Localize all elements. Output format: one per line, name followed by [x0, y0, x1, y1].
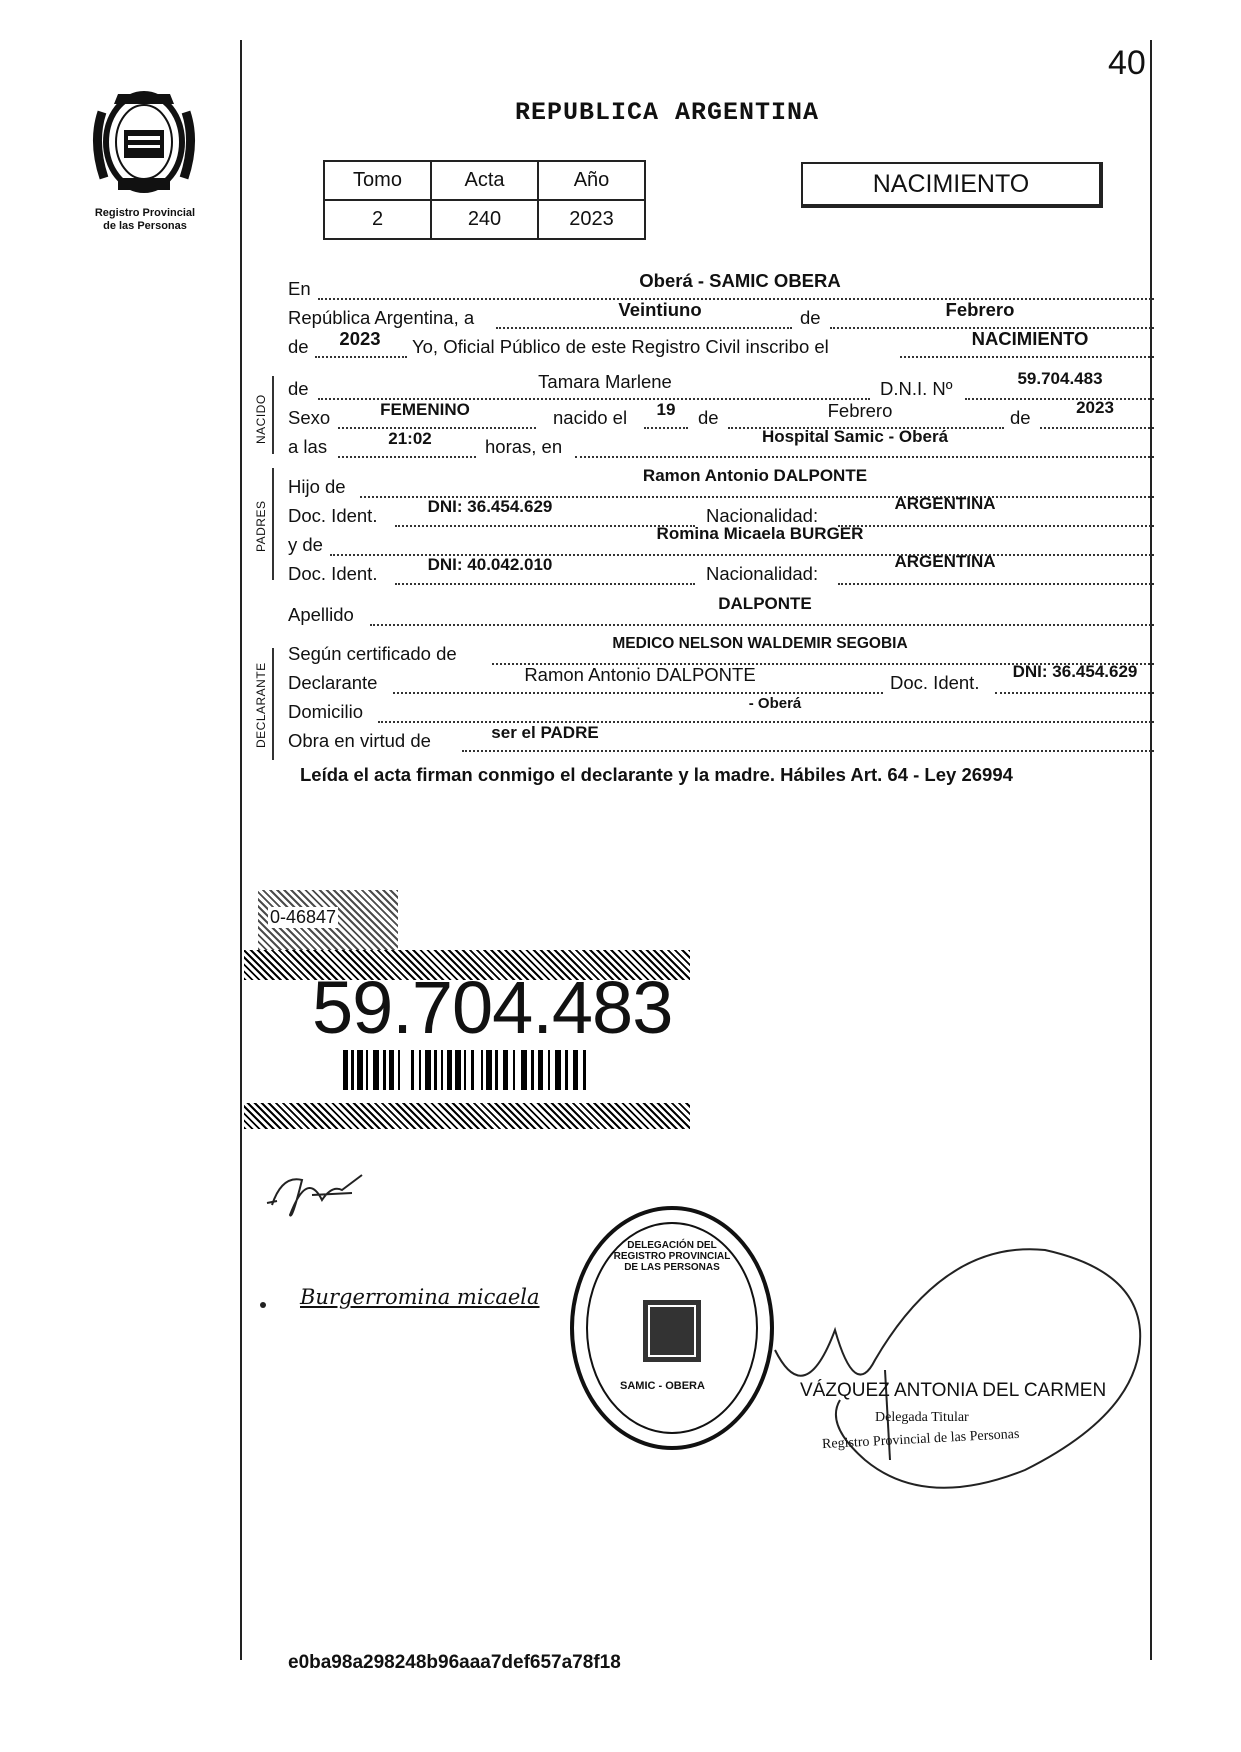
dots-declarante: [393, 692, 883, 694]
page-title: REPUBLICA ARGENTINA: [515, 98, 820, 127]
value-declarante: Ramon Antonio DALPONTE: [524, 664, 756, 685]
label-obra: Obra en virtud de: [288, 730, 431, 751]
label-en: En: [288, 278, 311, 299]
value-obra: ser el PADRE: [491, 723, 599, 742]
value-madre: Romina Micaela BURGER: [656, 524, 864, 543]
stamp-big-number: 59.704.483: [312, 966, 673, 1049]
label-segun: Según certificado de: [288, 643, 457, 664]
section-label-padres: PADRES: [254, 500, 268, 552]
value-anio: 2023: [339, 328, 381, 349]
seal-circular-text: DELEGACIÓN DEL REGISTRO PROVINCIAL DE LAS PERSONAS: [613, 1240, 731, 1273]
value-sexo: FEMENINO: [380, 400, 470, 419]
mother-signature: Burgerromina micaela: [300, 1285, 540, 1309]
header-tomo: Tomo: [324, 161, 431, 200]
value-mes: Febrero: [945, 299, 1015, 320]
declarante-bracket: [272, 648, 274, 760]
value-acta: 240: [431, 200, 538, 239]
label-nac-padre: Nacionalidad:: [706, 505, 819, 526]
value-mes-nac: Febrero: [827, 400, 893, 421]
stamp-bottom-band: [244, 1103, 690, 1129]
dots-doc-madre: [395, 583, 695, 585]
org-line-2: de las Personas: [103, 220, 187, 232]
official-name: VÁZQUEZ ANTONIA DEL CARMEN: [800, 1380, 1107, 1401]
padres-bracket: [272, 468, 274, 580]
document-type-box: NACIMIENTO: [801, 162, 1103, 208]
table-value-row: [324, 200, 645, 239]
dots-doc-declarante: [995, 692, 1154, 694]
value-hora: 21:02: [388, 429, 432, 448]
nacido-bracket: [272, 376, 274, 454]
label-apellido: Apellido: [288, 604, 354, 625]
label-nacido-el: nacido el: [553, 407, 628, 428]
label-a-las: a las: [288, 436, 328, 457]
label-doc-madre: Doc. Ident.: [288, 563, 378, 584]
header-anio: Año: [538, 161, 645, 200]
value-lugar-nac: Hospital Samic - Oberá: [761, 427, 949, 446]
value-padre-doc: DNI: 36.454.629: [427, 497, 553, 516]
label-republica: República Argentina, a: [288, 307, 475, 328]
label-sexo: Sexo: [288, 407, 331, 428]
header-acta: Acta: [431, 161, 538, 200]
label-de-mes-nac: de: [698, 407, 719, 428]
value-acto: NACIMIENTO: [971, 328, 1089, 349]
page-number: 40: [1108, 44, 1146, 82]
dots-nac-madre: [838, 583, 1154, 585]
value-padre-nac: ARGENTINA: [894, 494, 996, 513]
value-anio: 2023: [538, 200, 645, 239]
table-header-row: [324, 161, 645, 200]
tomo-acta-table: [323, 160, 646, 240]
label-horas-en: horas, en: [485, 436, 563, 457]
province-seal-logo: [88, 82, 200, 200]
value-declarante-doc: DNI: 36.454.629: [1012, 662, 1138, 681]
registry-org-name: [70, 207, 220, 233]
left-margin-line: [240, 40, 242, 1660]
value-madre-doc: DNI: 40.042.010: [427, 555, 553, 574]
value-madre-nac: ARGENTINA: [894, 552, 996, 571]
document-hash: e0ba98a298248b96aaa7def657a78f18: [288, 1652, 621, 1673]
section-label-declarante: DECLARANTE: [254, 662, 268, 748]
label-yo: Yo, Oficial Público de este Registro Civil inscribo el: [412, 336, 829, 357]
declarante-signature: [262, 1165, 382, 1225]
label-de-anio-nac: de: [1010, 407, 1031, 428]
dots-hora: [338, 456, 476, 458]
closing-note: Leída el acta firman conmigo el declarante y la madre. Hábiles Art. 64 - Ley 26994: [300, 764, 1013, 785]
label-de-mes: de: [800, 307, 821, 328]
dots-apellido: [370, 624, 1154, 626]
dots-obra: [462, 750, 1154, 752]
label-de-nombre: de: [288, 378, 309, 399]
label-nac-madre: Nacionalidad:: [706, 563, 819, 584]
value-nombre: Tamara Marlene: [538, 371, 672, 392]
value-anio-nac: 2023: [1076, 398, 1114, 417]
seal-bottom-text: SAMIC - OBERA: [620, 1380, 705, 1392]
value-padre: Ramon Antonio DALPONTE: [642, 466, 868, 485]
value-lugar: Oberá - SAMIC OBERA: [639, 270, 841, 291]
label-declarante: Declarante: [288, 672, 378, 693]
value-dni: 59.704.483: [1017, 369, 1103, 388]
dots-republica-dia: [496, 327, 792, 329]
dots-dia-nac: [644, 427, 688, 429]
label-doc-padre: Doc. Ident.: [288, 505, 378, 526]
small-stamp-code: 0-46847: [270, 907, 337, 927]
dots-acto: [900, 356, 1154, 358]
label-domicilio: Domicilio: [288, 701, 364, 722]
value-dia: Veintiuno: [618, 299, 702, 320]
section-label-nacido: NACIDO: [254, 394, 268, 444]
right-margin-line: [1150, 40, 1152, 1660]
label-y-de: y de: [288, 534, 323, 555]
org-line-1: Registro Provincial: [94, 207, 196, 219]
official-role: Delegada Titular: [875, 1410, 969, 1425]
value-apellido: DALPONTE: [718, 594, 812, 613]
official-signature-loop: [745, 1210, 1150, 1520]
value-certificado: MEDICO NELSON WALDEMIR SEGOBIA: [612, 635, 908, 652]
value-tomo: 2: [324, 200, 431, 239]
official-org: Registro Provincial de las Personas: [821, 1426, 1020, 1453]
value-dia-nac: 19: [656, 400, 676, 419]
label-dni: D.N.I. Nº: [880, 378, 953, 399]
barcode: [343, 1050, 588, 1090]
value-domicilio: - Oberá: [748, 695, 802, 712]
dots-anio-nac: [1040, 427, 1154, 429]
label-de-anio: de: [288, 336, 309, 357]
dots-anio: [315, 356, 407, 358]
label-hijo-de: Hijo de: [288, 476, 346, 497]
label-doc-declarante: Doc. Ident.: [890, 672, 980, 693]
bullet-dot: [260, 1302, 266, 1308]
dots-lugar-nac: [575, 456, 1154, 458]
